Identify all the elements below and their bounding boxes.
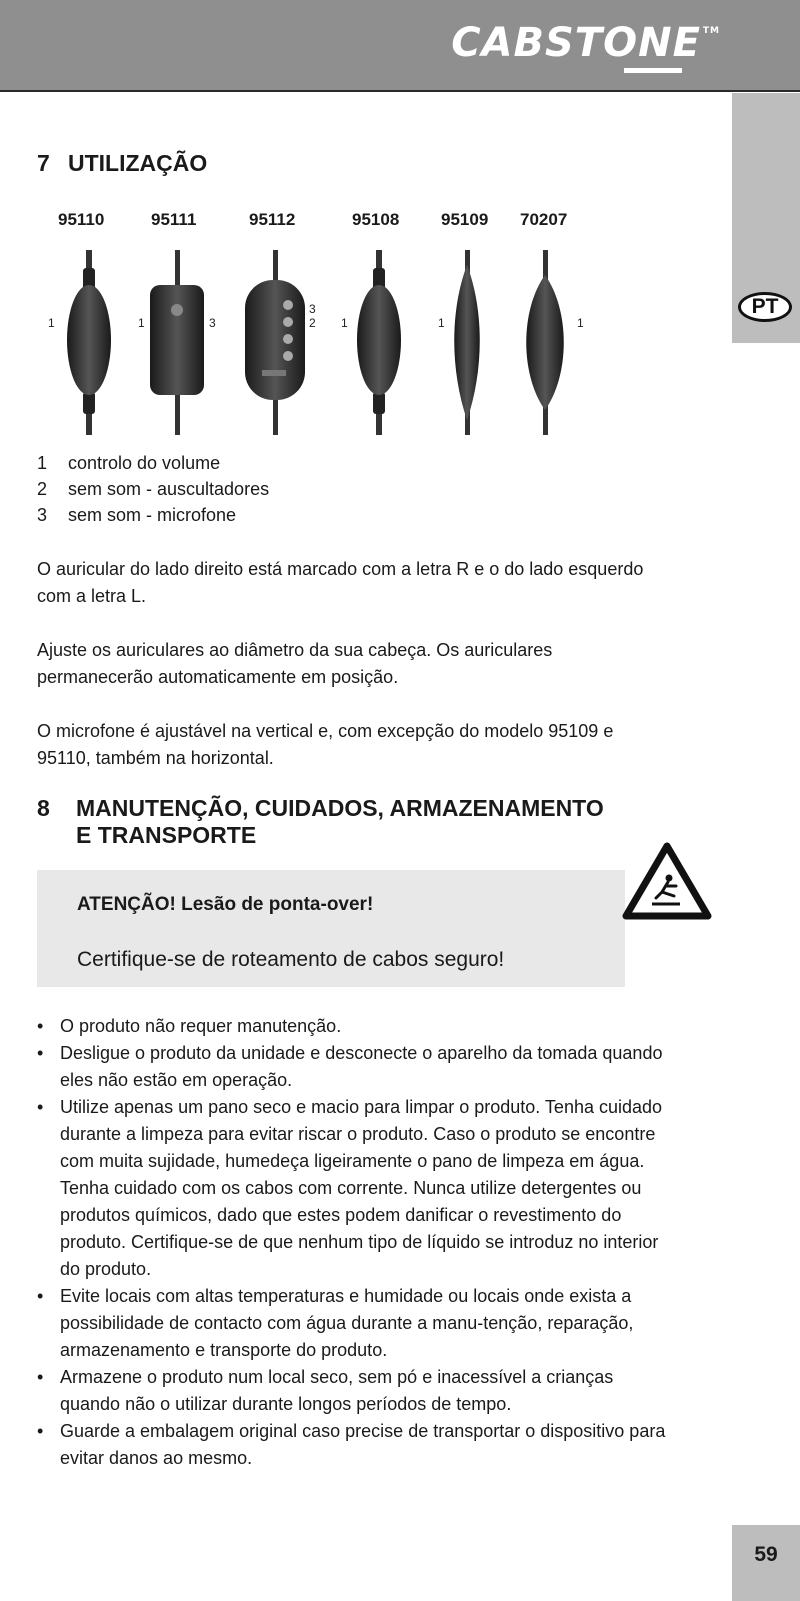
cabstone-logo: CABSTONE ™ xyxy=(451,20,720,66)
list-item: • Utilize apenas um pano seco e macio para limpar o produto. Tenha cuidado durante a limpeza para evitar riscar o produto. Caso o produto se encontre com muita sujidade, humedeça ligeiramente o pano de limpeza em água. Tenha cuidado com os cabos com corrente. Nunca utilize detergentes ou produtos químicos, dado que estes podem danificar o revestimento do produto. Certifique-se de que nenhum tipo de líquido se introduz no interior do produto. xyxy=(37,1094,677,1283)
list-item: • Evite locais com altas temperaturas e humidade ou locais onde exista a possibilidade de contacto com água durante a manu-tenção, reparação, armazenamento e transporte do produto. xyxy=(37,1283,677,1364)
callout-3: 3 xyxy=(209,316,216,330)
list-item: • O produto não requer manutenção. xyxy=(37,1013,677,1040)
model-label: 95109 xyxy=(441,210,489,229)
warning-text: Certifique-se de roteamento de cabos seguro! xyxy=(77,948,505,971)
paragraph-microphone: O microfone é ajustável na vertical e, com excepção do modelo 95109 e 95110, também na horizontal. xyxy=(37,721,614,768)
section-7-heading: 7 UTILIZAÇÃO xyxy=(37,150,208,176)
warning-title: ATENÇÃO! Lesão de ponta-over! xyxy=(77,894,374,915)
list-item: • Armazene o produto num local seco, sem pó e inacessível a crianças quando não o utilizar durante longos períodos de tempo. xyxy=(37,1364,677,1418)
paragraph-ear-markings: O auricular do lado direito está marcado com a letra R e o do lado esquerdo com a letra L. xyxy=(37,559,644,606)
remote-95112-icon xyxy=(245,250,305,435)
trip-hazard-warning-icon xyxy=(622,842,712,920)
language-badge: PT xyxy=(738,292,792,322)
model-label: 95112 xyxy=(249,210,296,229)
legend-item: 3 sem som - microfone xyxy=(37,505,237,525)
callout-1: 1 xyxy=(138,316,145,330)
remote-95109-icon xyxy=(454,250,480,435)
legend-item: 2 sem som - auscultadores xyxy=(37,479,270,499)
remote-95108-icon xyxy=(357,250,401,435)
callout-1: 1 xyxy=(438,316,445,330)
warning-box xyxy=(37,870,625,987)
model-label: 95111 xyxy=(151,210,197,229)
logo-underline xyxy=(624,68,682,73)
model-number-row xyxy=(0,210,700,230)
list-item: • Guarde a embalagem original caso precise de transportar o dispositivo para evitar danos ao mesmo. xyxy=(37,1418,677,1472)
model-label: 95110 xyxy=(58,210,105,229)
maintenance-bullet-list xyxy=(37,1013,677,1472)
legend-list xyxy=(37,450,269,528)
legend-item: 1 controlo do volume xyxy=(37,453,221,473)
callout-3: 3 xyxy=(309,302,316,316)
section-8-heading: 8 MANUTENÇÃO, CUIDADOS, ARMAZENAMENTO E TRANSPORTE xyxy=(37,795,604,848)
remote-70207-icon xyxy=(526,250,564,435)
list-item: • Desligue o produto da unidade e desconecte o aparelho da tomada quando eles não estão em operação. xyxy=(37,1040,677,1094)
callout-1: 1 xyxy=(341,316,348,330)
model-label: 95108 xyxy=(352,210,400,229)
page-header xyxy=(0,0,800,92)
model-label: 70207 xyxy=(520,210,568,229)
page-number: 59 xyxy=(754,1543,778,1566)
remote-controls-illustration xyxy=(40,250,660,435)
paragraph-adjust-earpieces: Ajuste os auriculares ao diâmetro da sua cabeça. Os auriculares permanecerão automaticamente em posição. xyxy=(37,640,553,687)
callout-1: 1 xyxy=(48,316,55,330)
callout-2: 2 xyxy=(309,316,316,330)
remote-95111-icon xyxy=(150,250,204,435)
callout-1: 1 xyxy=(577,316,584,330)
remote-95110-icon xyxy=(67,250,111,435)
